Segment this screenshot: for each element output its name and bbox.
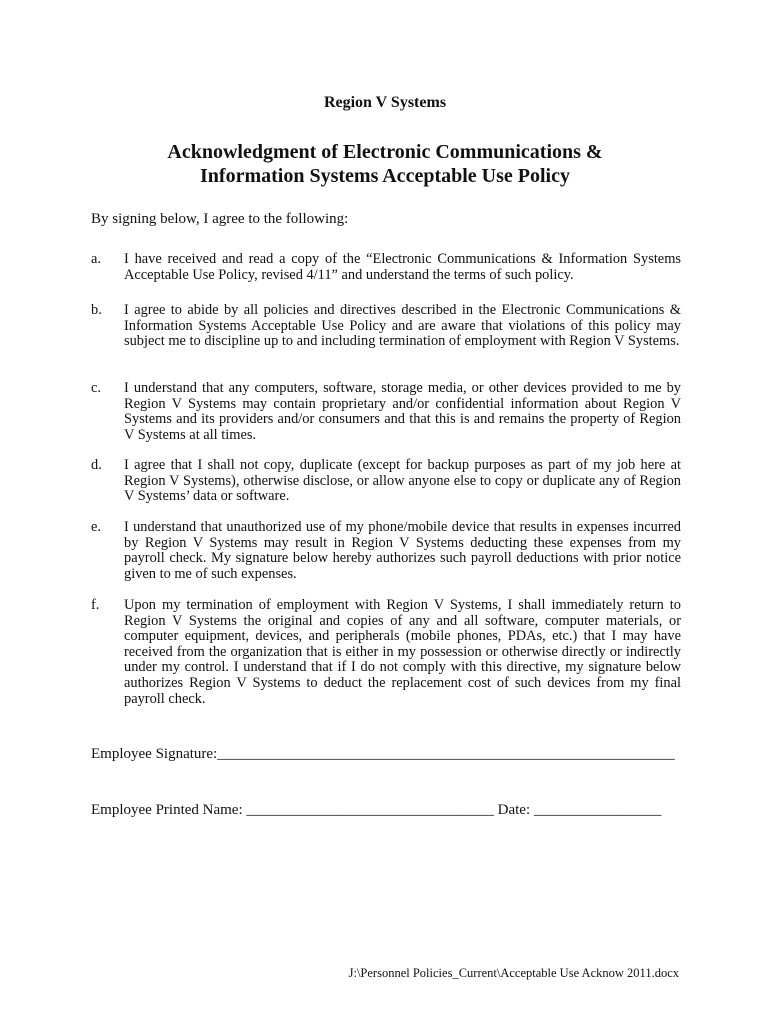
document-title: [0, 140, 770, 188]
list-item: [91, 458, 681, 505]
intro-text: By signing below, I agree to the following:: [91, 211, 349, 227]
item-label: d.: [91, 457, 102, 473]
employee-printed-name-date-field[interactable]: Employee Printed Name: _________________________________ Date: _________________: [91, 802, 662, 818]
list-item: [91, 381, 681, 443]
item-text: I understand that unauthorized use of my phone/mobile device that results in expenses incurred by Region V Systems may result in Region V Systems deducting these expenses from my payroll check. My signature below hereby authorizes such payroll deductions with prior notice given to me of such expenses.: [124, 519, 681, 582]
title-line-1: Acknowledgment of Electronic Communications &: [167, 141, 603, 163]
item-text: I have received and read a copy of the “Electronic Communications & Information Systems Acceptable Use Policy, revised 4/11” and understand the terms of such policy.: [124, 251, 681, 283]
item-label: c.: [91, 380, 101, 396]
list-item: [91, 303, 681, 350]
list-item: [91, 598, 681, 707]
item-text: I understand that any computers, software, storage media, or other devices provided to me by Region V Systems may contain proprietary and/or confidential information about Region V Systems and its providers and/or consumers and that this is and remains the property of Region V Systems at all times.: [124, 380, 681, 443]
item-label: b.: [91, 302, 102, 318]
file-path-footer: J:\Personnel Policies_Current\Acceptable Use Acknow 2011.docx: [348, 966, 679, 980]
item-label: a.: [91, 251, 101, 267]
list-item: [91, 252, 681, 283]
item-label: f.: [91, 597, 100, 613]
item-label: e.: [91, 519, 101, 535]
list-item: [91, 520, 681, 582]
employee-signature-field[interactable]: Employee Signature:_____________________________________________________________: [91, 746, 675, 762]
organization-name: Region V Systems: [323, 94, 447, 111]
item-text: I agree that I shall not copy, duplicate (except for backup purposes as part of my job here at Region V Systems), otherwise disclose, or allow anyone else to copy or duplicate any of Region V Systems’ data or software.: [124, 457, 681, 505]
item-text: Upon my termination of employment with Region V Systems, I shall immediately return to Region V Systems the original and copies of any and all software, computer materials, or computer equipment, devices, and peripherals (mobile phones, PDAs, etc.) that I may have received from the organization that is either in my possession or otherwise directly or indirectly under my control. I understand that if I do not comply with this directive, my signature below authorizes Region V Systems to deduct the replacement cost of such devices from my final payroll check.: [124, 597, 681, 707]
title-line-2: Information Systems Acceptable Use Policy: [200, 165, 570, 187]
item-text: I agree to abide by all policies and directives described in the Electronic Communications & Information Systems Acceptable Use Policy and are aware that violations of this policy may subject me to discipline up to and including termination of employment with Region V Systems.: [124, 302, 681, 350]
